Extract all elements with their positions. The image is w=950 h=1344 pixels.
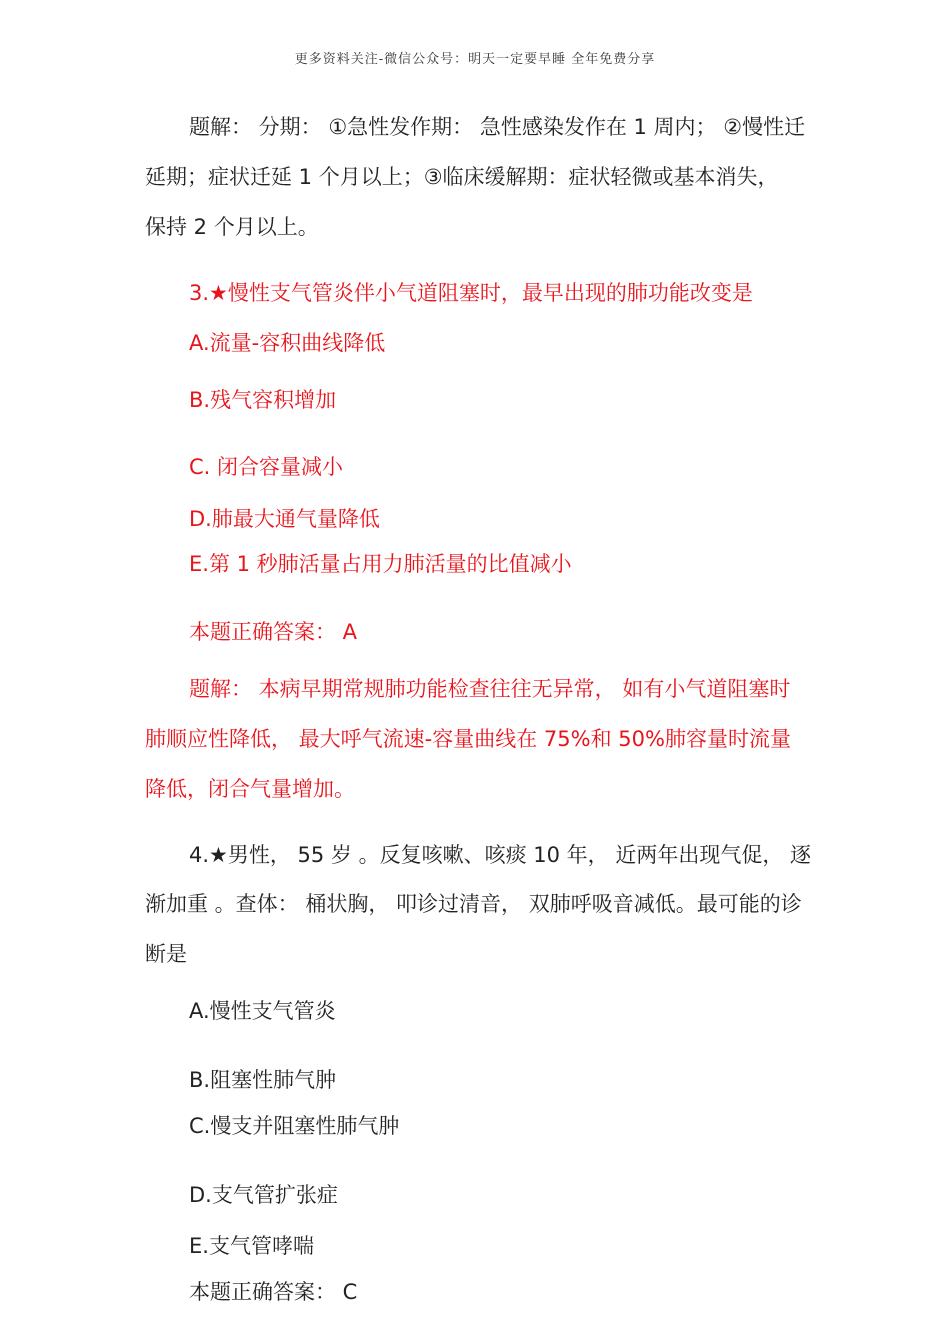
prev-explanation-line-3: 保持 2 个月以上。 [145, 215, 319, 239]
q3-option-a: A.流量-容积曲线降低 [189, 331, 386, 355]
q3-option-b: B.残气容积增加 [189, 388, 337, 412]
q3-option-e: E.第 1 秒肺活量占用力肺活量的比值减小 [189, 552, 572, 576]
q3-answer: 本题正确答案： A [189, 620, 358, 644]
q4-option-c: C.慢支并阻塞性肺气肿 [189, 1114, 400, 1138]
prev-explanation-line-1: 题解： 分期： ①急性发作期： 急性感染发作在 1 周内； ②慢性迁 [189, 115, 806, 139]
q4-question-line-1: 4.★男性， 55 岁 。反复咳嗽、咳痰 10 年， 近两年出现气促， 逐 [189, 843, 812, 867]
q4-option-d: D.支气管扩张症 [189, 1183, 338, 1207]
q4-question-line-3: 断是 [145, 942, 187, 966]
page-header: 更多资料关注-微信公众号：明天一定要早睡 全年免费分享 [294, 52, 656, 67]
q3-explanation-line-3: 降低，闭合气量增加。 [145, 777, 355, 801]
q4-option-b: B.阻塞性肺气肿 [189, 1068, 337, 1092]
q4-question-line-2: 渐加重 。查体： 桶状胸， 叩诊过清音， 双肺呼吸音减低。最可能的诊 [145, 892, 802, 916]
q4-option-a: A.慢性支气管炎 [189, 999, 336, 1023]
q3-question: 3.★慢性支气管炎伴小气道阻塞时，最早出现的肺功能改变是 [189, 281, 753, 305]
q3-option-d: D.肺最大通气量降低 [189, 507, 380, 531]
q3-option-c: C. 闭合容量减小 [189, 455, 344, 479]
q3-explanation-line-1: 题解： 本病早期常规肺功能检查往往无异常， 如有小气道阻塞时 [189, 677, 791, 701]
prev-explanation-line-2: 延期；症状迁延 1 个月以上；③临床缓解期：症状轻微或基本消失， [145, 165, 779, 189]
q3-explanation-line-2: 肺顺应性降低， 最大呼气流速-容量曲线在 75%和 50%肺容量时流量 [145, 727, 791, 751]
q4-answer: 本题正确答案： C [189, 1280, 358, 1304]
q4-option-e: E.支气管哮喘 [189, 1234, 314, 1258]
